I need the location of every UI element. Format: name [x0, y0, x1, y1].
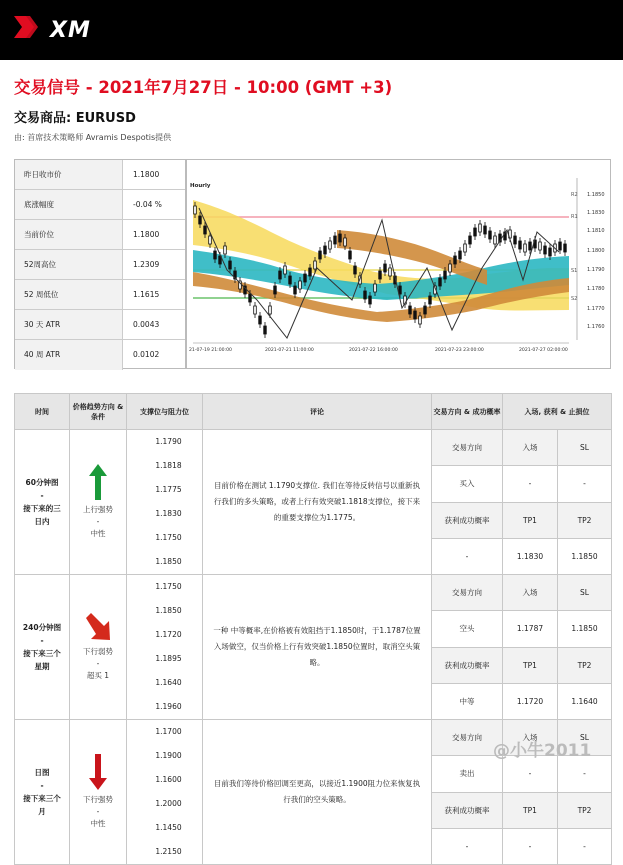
- timeframe-text: 星期: [34, 662, 50, 671]
- candle-body: [489, 231, 492, 239]
- candle-body: [264, 326, 267, 334]
- candle-body: [444, 271, 447, 279]
- candle-body: [564, 244, 567, 252]
- sub-header-cell: 交易方向: [432, 720, 503, 756]
- timeframe-text: 60分钟图: [25, 478, 59, 487]
- candle-body: [269, 306, 272, 314]
- sub-value-cell: -: [558, 466, 612, 502]
- timeframe-text: 接下来的三: [23, 504, 61, 513]
- candle-body: [544, 246, 547, 254]
- sub-value-cell: 1.1787: [503, 611, 558, 647]
- stat-value: 1.1800: [133, 230, 160, 239]
- resistance-level: 1.1818: [155, 461, 182, 470]
- resistance-level: 1.1850: [155, 557, 182, 566]
- support-level: 1.1700: [155, 727, 182, 736]
- sub-value-cell: -: [558, 756, 612, 792]
- candle-body: [469, 236, 472, 244]
- candle-body: [299, 281, 302, 289]
- table-header-row: [15, 394, 612, 430]
- level-pair: [135, 478, 202, 526]
- author-byline: 由: 首席技术策略师 Avramis Despotis提供: [14, 133, 172, 142]
- stat-label: 30 天 ATR: [15, 310, 123, 339]
- timeframe-text: 接下来三个: [23, 649, 61, 658]
- stat-value: -0.04 %: [133, 200, 162, 209]
- candle-body: [539, 242, 542, 250]
- timeframe-text: 接下来三个: [23, 794, 61, 803]
- candle-body: [249, 294, 252, 302]
- support-level: 1.1720: [155, 630, 182, 639]
- sub-header-cell: 入场: [503, 720, 558, 756]
- price-tick-label: 1.1830: [587, 210, 605, 216]
- candle-body: [389, 268, 392, 276]
- trend-text: 中性: [90, 819, 106, 828]
- candle-body: [484, 226, 487, 234]
- stat-value: 0.0102: [133, 350, 160, 359]
- candle-body: [344, 238, 347, 246]
- xm-logo[interactable]: [12, 12, 107, 42]
- candle-body: [314, 261, 317, 269]
- sub-value-cell: 1.1830: [503, 538, 558, 574]
- candle-body: [204, 226, 207, 234]
- trend-text: 下行强势: [83, 795, 113, 804]
- candle-body: [294, 286, 297, 294]
- candle-body: [399, 286, 402, 294]
- candle-body: [339, 234, 342, 242]
- candle-body: [454, 256, 457, 264]
- levels-cell: [127, 575, 203, 720]
- candle-body: [254, 306, 257, 314]
- eurusd-hourly-chart: [186, 159, 611, 369]
- product-heading: 交易商品: EURUSD: [14, 111, 136, 126]
- comment-cell: 目前我们等待价格回调至更高，以接近1.1900阻力位来恢复执行我们的空头策略。: [203, 720, 432, 865]
- resistance-level: 1.1960: [155, 702, 182, 711]
- sub-value-cell: 1.1720: [503, 683, 558, 719]
- candle-body: [349, 251, 352, 259]
- timeframe-cell: [15, 575, 70, 720]
- trading-signals-table: [14, 393, 612, 865]
- candle-body: [524, 244, 527, 252]
- candle-body: [529, 242, 532, 250]
- candle-body: [279, 271, 282, 279]
- stat-label: 底涨幅度: [15, 190, 123, 219]
- candle-body: [274, 286, 277, 294]
- sub-header-cell: 交易方向: [432, 575, 503, 611]
- candle-body: [479, 224, 482, 232]
- stat-row: [15, 340, 185, 370]
- candle-body: [304, 274, 307, 282]
- candle-body: [409, 306, 412, 314]
- level-pair: [135, 816, 202, 864]
- comment-cell: 一种 中等概率,在价格被有效阻挡于1.1850时，于1.1787位置入场做空，仅当价格上行有效突破1.1850位置时，取消空头策略。: [203, 575, 432, 720]
- candle-body: [414, 311, 417, 319]
- stat-row: [15, 190, 185, 220]
- stat-label: 52周高位: [15, 250, 123, 279]
- support-level: 1.1640: [155, 678, 182, 687]
- sub-header-cell: TP2: [558, 647, 612, 683]
- trend-text: -: [96, 517, 100, 526]
- support-level: 1.1750: [155, 582, 182, 591]
- support-level: 1.1600: [155, 775, 182, 784]
- chart-timeframe-label: Hourly: [190, 183, 211, 189]
- resistance-level: 1.1900: [155, 751, 182, 760]
- stat-label: 52 周低位: [15, 280, 123, 309]
- trend-text: 下行弱势: [83, 647, 113, 656]
- trend-text: 上行强势: [83, 505, 113, 514]
- timeframe-text: -: [40, 491, 44, 500]
- sub-header-cell: SL: [558, 575, 612, 611]
- stat-value: 1.2309: [133, 260, 160, 269]
- level-pair: [135, 430, 202, 478]
- price-tick-label: 1.1810: [587, 228, 605, 234]
- sub-header-cell: 获利成功概率: [432, 502, 503, 538]
- level-pair: [135, 720, 202, 768]
- candle-body: [284, 266, 287, 274]
- stat-row: [15, 250, 185, 280]
- stat-row: [15, 220, 185, 250]
- stat-label: 当前价位: [15, 220, 123, 249]
- levels-cell: [127, 720, 203, 865]
- price-tick-label: 1.1790: [587, 267, 605, 273]
- candle-body: [214, 251, 217, 259]
- resistance-level: 1.1830: [155, 509, 182, 518]
- candle-body: [549, 248, 552, 256]
- date-tick-label: 2021-07-23 23:00:00: [435, 348, 484, 353]
- resistance-level: 1.2150: [155, 847, 182, 856]
- candle-body: [199, 216, 202, 224]
- sub-value-cell: 卖出: [432, 756, 503, 792]
- watermark: @小牛2011: [493, 741, 592, 761]
- signal-row: [15, 575, 612, 611]
- sub-value-cell: -: [503, 466, 558, 502]
- candle-body: [449, 264, 452, 272]
- stat-row: [15, 160, 185, 190]
- price-tick-label: 1.1770: [587, 306, 605, 312]
- price-tick-label: 1.1800: [587, 248, 605, 254]
- candle-body: [419, 316, 422, 324]
- timeframe-text: 月: [38, 807, 46, 816]
- timeframe-text: 240分钟图: [22, 623, 62, 632]
- stat-row: [15, 310, 185, 340]
- candle-body: [289, 276, 292, 284]
- comment-cell: 目前价格在测试 1.1790支撑位. 我们在等待反转信号以重新执行我们的多头策略，或者上行有效突破1.1818支撑位，接下来的重要支撑位为1.1775。: [203, 430, 432, 575]
- candle-body: [429, 296, 432, 304]
- header-direction: 交易方向 & 成功概率: [432, 394, 503, 430]
- candle-body: [329, 241, 332, 249]
- sub-value-cell: -: [558, 828, 612, 864]
- resistance-level: 1.2000: [155, 799, 182, 808]
- candle-body: [519, 241, 522, 249]
- sub-value-cell: 1.1640: [558, 683, 612, 719]
- sub-value-cell: 1.1850: [558, 611, 612, 647]
- timeframe-text: -: [40, 781, 44, 790]
- candle-body: [259, 316, 262, 324]
- timeframe-text: 日内: [34, 517, 50, 526]
- sub-header-cell: 交易方向: [432, 430, 503, 466]
- candle-body: [384, 264, 387, 272]
- sub-value-cell: -: [503, 828, 558, 864]
- candle-body: [369, 296, 372, 304]
- sub-header-cell: 获利成功概率: [432, 792, 503, 828]
- trend-cell: [70, 720, 127, 865]
- trend-cell: [70, 430, 127, 575]
- header-time: 时间: [15, 394, 70, 430]
- logo-text: XM: [50, 18, 91, 43]
- pivot-level-label: S1: [571, 268, 578, 274]
- trend-text: -: [96, 659, 100, 668]
- trend-cell: [70, 575, 127, 720]
- price-stats-table: [14, 159, 186, 369]
- candle-body: [224, 246, 227, 254]
- price-tick-label: 1.1850: [587, 192, 605, 198]
- stat-value: 0.0043: [133, 320, 160, 329]
- sub-header-cell: 获利成功概率: [432, 647, 503, 683]
- candle-body: [464, 244, 467, 252]
- sub-value-cell: 空头: [432, 611, 503, 647]
- sub-header-cell: TP1: [503, 792, 558, 828]
- date-tick-label: 2021-07-22 16:00:00: [349, 348, 398, 353]
- pivot-level-label: R2: [571, 192, 578, 198]
- support-level: 1.1775: [155, 485, 182, 494]
- candle-body: [194, 206, 197, 214]
- level-pair: [135, 575, 202, 623]
- sub-value-cell: -: [432, 828, 503, 864]
- sub-header-cell: TP1: [503, 647, 558, 683]
- candle-body: [364, 291, 367, 299]
- header-bar: [0, 0, 623, 60]
- header-trend: 价格趋势方向 & 条件: [70, 394, 127, 430]
- pivot-level-label: R1: [571, 214, 578, 220]
- sub-header-cell: 入场: [503, 430, 558, 466]
- header-entry: 入场, 获利 & 止损位: [503, 394, 612, 430]
- stat-value: 1.1800: [133, 170, 160, 179]
- arrow-down-icon: [89, 754, 107, 790]
- timeframe-text: 日图: [34, 768, 50, 777]
- header-comment: 评论: [203, 394, 432, 430]
- resistance-level: 1.1895: [155, 654, 182, 663]
- candle-body: [459, 251, 462, 259]
- timeframe-cell: [15, 720, 70, 865]
- candle-body: [474, 228, 477, 236]
- arrow-up-icon: [89, 464, 107, 500]
- date-tick-label: 2021-07-27 02:00:00: [519, 348, 568, 353]
- trend-text: -: [96, 807, 100, 816]
- sub-value-cell: 1.1850: [558, 538, 612, 574]
- trend-text: 中性: [90, 529, 106, 538]
- candle-body: [209, 236, 212, 244]
- sub-value-cell: 买入: [432, 466, 503, 502]
- timeframe-text: -: [40, 636, 44, 645]
- stat-value: 1.1615: [133, 290, 160, 299]
- timeframe-cell: [15, 430, 70, 575]
- sub-header-cell: SL: [558, 720, 612, 756]
- support-level: 1.1450: [155, 823, 182, 832]
- header-levels: 支撑位与阻力位: [127, 394, 203, 430]
- price-tick-label: 1.1780: [587, 286, 605, 292]
- signal-row: [15, 430, 612, 466]
- arrow-down-right-icon: [84, 612, 112, 642]
- stat-label: 40 周 ATR: [15, 340, 123, 370]
- sub-header-cell: SL: [558, 430, 612, 466]
- date-tick-label: 21-07-19 21:00:00: [189, 348, 232, 353]
- xm-logo-icon: [12, 12, 42, 42]
- resistance-level: 1.1850: [155, 606, 182, 615]
- sub-header-cell: 入场: [503, 575, 558, 611]
- levels-cell: [127, 430, 203, 575]
- candle-body: [379, 271, 382, 279]
- sub-header-cell: TP2: [558, 792, 612, 828]
- candle-body: [374, 284, 377, 292]
- candle-body: [319, 251, 322, 259]
- date-tick-label: 2021-07-21 11:00:00: [265, 348, 314, 353]
- candle-body: [494, 236, 497, 244]
- candle-body: [354, 266, 357, 274]
- level-pair: [135, 623, 202, 671]
- candle-body: [559, 242, 562, 250]
- price-tick-label: 1.1760: [587, 324, 605, 330]
- sub-header-cell: TP1: [503, 502, 558, 538]
- sub-value-cell: -: [432, 538, 503, 574]
- candle-body: [439, 278, 442, 286]
- level-pair: [135, 768, 202, 816]
- candle-body: [334, 236, 337, 244]
- stat-row: [15, 280, 185, 310]
- sub-header-cell: TP2: [558, 502, 612, 538]
- pivot-level-label: S2: [571, 296, 578, 302]
- page-title: 交易信号 - 2021年7月27日 - 10:00 (GMT +3): [14, 78, 393, 97]
- candle-body: [514, 236, 517, 244]
- support-level: 1.1790: [155, 437, 182, 446]
- candle-body: [324, 246, 327, 254]
- candle-body: [424, 306, 427, 314]
- level-pair: [135, 671, 202, 719]
- support-level: 1.1750: [155, 533, 182, 542]
- candle-body: [309, 268, 312, 276]
- level-pair: [135, 526, 202, 574]
- sub-value-cell: -: [503, 756, 558, 792]
- sub-value-cell: 中等: [432, 683, 503, 719]
- stat-label: 昨日收市价: [15, 160, 123, 189]
- trend-text: 超买 1: [86, 671, 110, 680]
- candle-body: [229, 261, 232, 269]
